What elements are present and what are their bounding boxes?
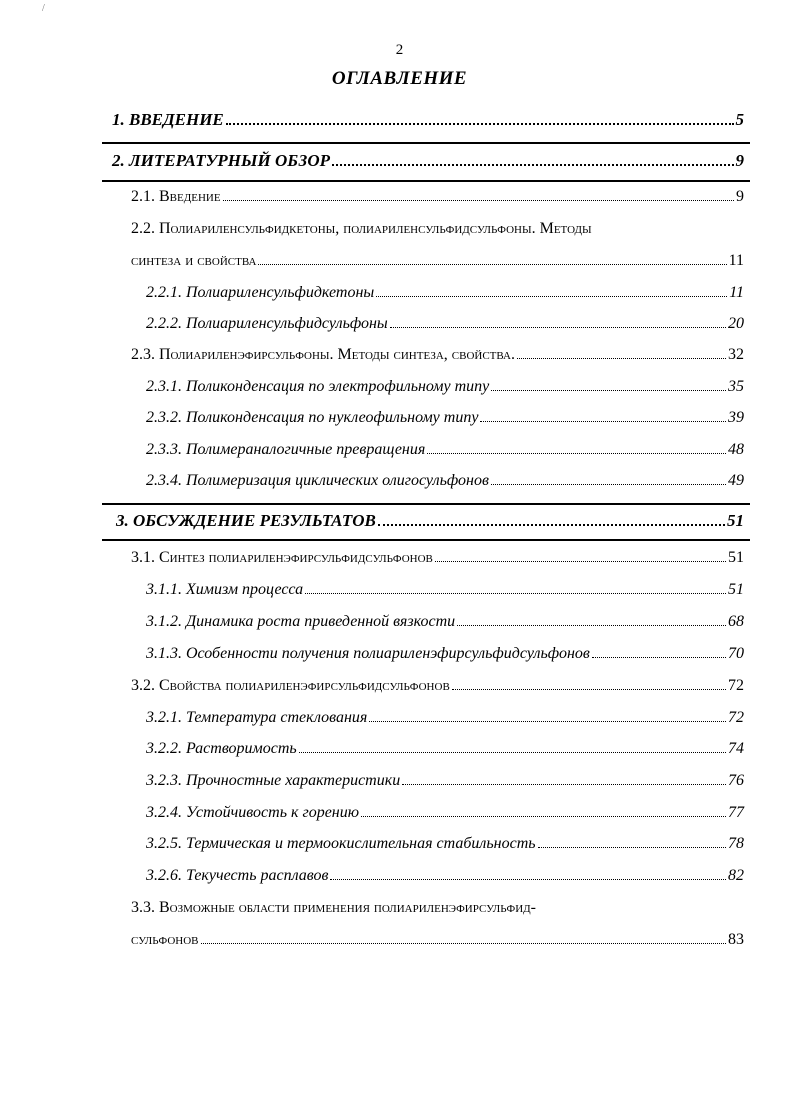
leader-dots (538, 846, 726, 848)
leader-dots (427, 452, 726, 454)
toc-page-number: 9 (735, 151, 744, 170)
toc-label: 3.2. Свойства полиариленэфирсульфидсульфонов (131, 677, 450, 694)
toc-entry-ch2[interactable] (112, 151, 744, 171)
toc-label: 3.1.2. Динамика роста приведенной вязкости (146, 613, 456, 630)
toc-entry-2-1[interactable] (131, 188, 744, 206)
toc-label: 2.3.2. Поликонденсация по нуклеофильному типу (146, 409, 479, 426)
toc-entry-2-3-4[interactable] (146, 472, 744, 490)
toc-label: 2.3.3. Полимераналогичные превращения (146, 441, 426, 458)
leader-dots (435, 560, 726, 562)
leader-dots (369, 720, 726, 722)
toc-entry-3-2-4[interactable] (146, 804, 744, 822)
toc-page-number: 76 (728, 772, 744, 789)
toc-page-number: 11 (729, 284, 744, 301)
toc-label: 2.2.2. Полиариленсульфидсульфоны (146, 315, 388, 332)
leader-dots (491, 483, 726, 485)
leader-dots (378, 523, 725, 526)
leader-dots (201, 942, 726, 944)
toc-label: 3.2.3. Прочностные характеристики (146, 772, 401, 789)
toc-page-number: 39 (728, 409, 744, 426)
page-title: ОГЛАВЛЕНИЕ (331, 68, 468, 89)
divider (102, 142, 750, 144)
toc-label: 3.2.5. Термическая и термоокислительная стабильность (146, 835, 536, 852)
toc-page-number: 68 (728, 613, 744, 630)
leader-dots (517, 357, 726, 359)
leader-dots (332, 163, 734, 166)
toc-entry-2-3-3[interactable] (146, 441, 744, 459)
toc-page-number: 9 (736, 188, 744, 205)
toc-label: 3.2.2. Растворимость (146, 740, 297, 757)
leader-dots (480, 420, 726, 422)
leader-dots (305, 592, 726, 594)
toc-entry-2-2-line1[interactable]: 2.2. Полиариленсульфидкетоны, полиариленсульфидсульфоны. Методы (131, 220, 592, 237)
toc-entry-2-3-1[interactable] (146, 378, 744, 396)
toc-entry-2-3-2[interactable] (146, 409, 744, 427)
toc-entry-2-2-2[interactable] (146, 315, 744, 333)
toc-page-number: 72 (728, 709, 744, 726)
leader-dots (376, 295, 727, 297)
toc-entry-2-2[interactable] (131, 252, 744, 270)
toc-page-number: 70 (728, 645, 744, 662)
toc-entry-3-3-line1[interactable]: 3.3. Возможные области применения полиариленэфирсульфид- (131, 899, 536, 916)
toc-entry-ch3[interactable] (116, 511, 744, 531)
toc-label: 2.1. Введение (131, 188, 221, 205)
toc-page-number: 78 (728, 835, 744, 852)
toc-entry-2-3[interactable] (131, 346, 744, 364)
toc-entry-3-2[interactable] (131, 677, 744, 695)
leader-dots (457, 624, 726, 626)
toc-entry-3-1-3[interactable] (146, 645, 744, 663)
toc-label: 2.3. Полиариленэфирсульфоны. Методы синтеза, свойства. (131, 346, 515, 363)
toc-label: 3.2.4. Устойчивость к горению (146, 804, 360, 821)
leader-dots (258, 263, 726, 265)
divider (102, 539, 750, 541)
leader-dots (452, 688, 726, 690)
toc-page-number: 32 (728, 346, 744, 363)
toc-page-number: 77 (728, 804, 744, 821)
leader-dots (592, 656, 726, 658)
toc-label: синтеза и свойства (131, 252, 257, 269)
toc-page-number: 83 (728, 931, 744, 948)
toc-label: 3.1. Синтез полиариленэфирсульфидсульфонов (131, 549, 433, 566)
leader-dots (223, 199, 734, 201)
toc-label: 3.2.1. Температура стеклования (146, 709, 368, 726)
toc-entry-3-2-5[interactable] (146, 835, 744, 853)
toc-entry-2-2-1[interactable] (146, 284, 744, 302)
toc-page-number: 48 (728, 441, 744, 458)
toc-page-number: 74 (728, 740, 744, 757)
toc-label: 2.3.4. Полимеризация циклических олигосульфонов (146, 472, 489, 489)
toc-page-number: 20 (728, 315, 744, 332)
divider (102, 503, 750, 505)
leader-dots (361, 815, 726, 817)
toc-page-number: 5 (735, 110, 744, 129)
toc-page-number: 51 (727, 511, 744, 530)
toc-label: 2.3.1. Поликонденсация по электрофильному типу (146, 378, 490, 395)
toc-label: 3.1.1. Химизм процесса (146, 581, 304, 598)
leader-dots (330, 878, 726, 880)
toc-label: 3. ОБСУЖДЕНИЕ РЕЗУЛЬТАТОВ (116, 511, 376, 530)
toc-page-number: 51 (728, 581, 744, 598)
toc-entry-3-3[interactable] (131, 931, 744, 949)
leader-dots (390, 326, 726, 328)
leader-dots (226, 122, 734, 125)
toc-label: сульфонов (131, 931, 199, 948)
toc-entry-3-2-6[interactable] (146, 867, 744, 885)
leader-dots (402, 783, 726, 785)
toc-page-number: 11 (728, 252, 744, 269)
toc-entry-3-1[interactable] (131, 549, 744, 567)
toc-page-number: 82 (728, 867, 744, 884)
toc-page-number: 35 (728, 378, 744, 395)
corner-mark: / (42, 3, 45, 14)
toc-label: 2. ЛИТЕРАТУРНЫЙ ОБЗОР (112, 151, 330, 170)
toc-entry-ch1[interactable] (112, 110, 744, 130)
toc-label: 1. ВВЕДЕНИЕ (112, 110, 224, 129)
toc-entry-3-2-1[interactable] (146, 709, 744, 727)
toc-entry-3-2-2[interactable] (146, 740, 744, 758)
toc-entry-3-2-3[interactable] (146, 772, 744, 790)
divider (102, 180, 750, 182)
toc-entry-3-1-1[interactable] (146, 581, 744, 599)
leader-dots (491, 389, 726, 391)
page-number: 2 (395, 42, 404, 58)
toc-page-number: 49 (728, 472, 744, 489)
toc-label: 2.2.1. Полиариленсульфидкетоны (146, 284, 375, 301)
leader-dots (299, 751, 726, 753)
toc-label: 3.2.6. Текучесть расплавов (146, 867, 329, 884)
toc-entry-3-1-2[interactable] (146, 613, 744, 631)
toc-page-number: 51 (728, 549, 744, 566)
toc-label: 3.1.3. Особенности получения полиариленэфирсульфидсульфонов (146, 645, 590, 662)
toc-page-number: 72 (728, 677, 744, 694)
